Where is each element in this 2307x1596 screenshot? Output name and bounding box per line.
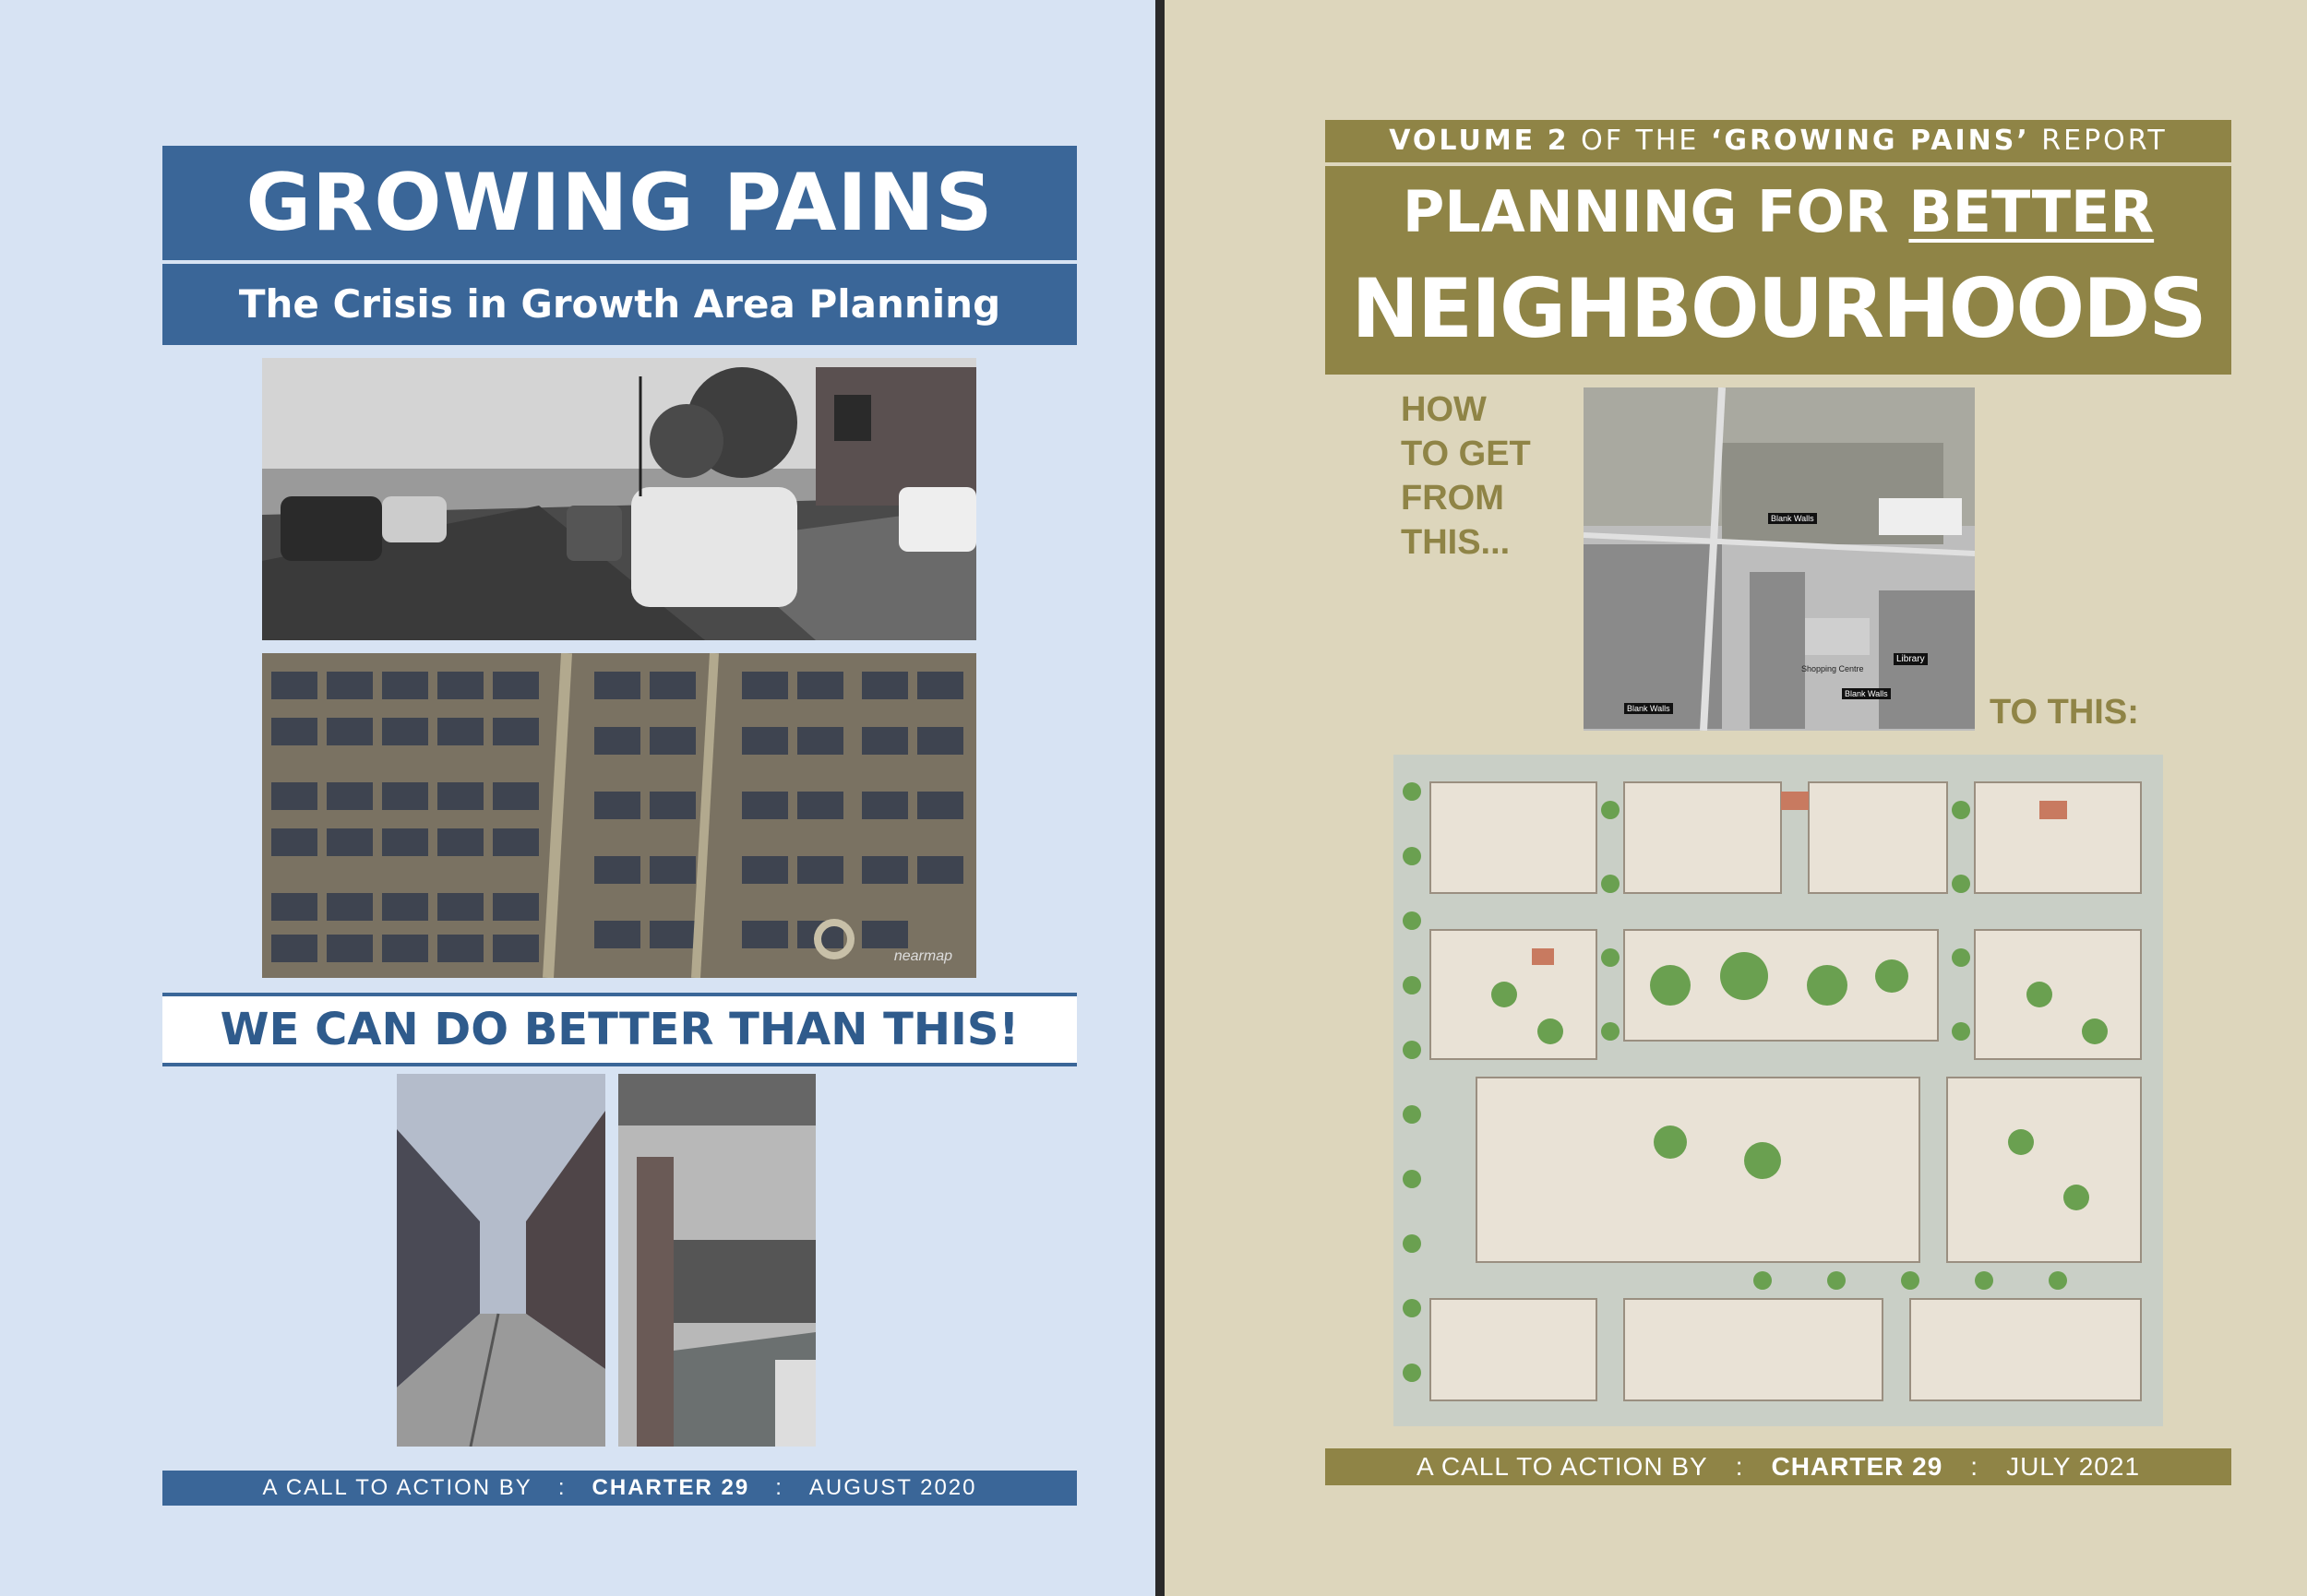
how-to-get-text: HOW TO GET FROM THIS... [1401, 390, 1531, 562]
street-photo [262, 358, 976, 640]
footer-organisation: CHARTER 29 [592, 1475, 750, 1500]
to-this-text: TO THIS: [1990, 693, 2139, 732]
footer-organisation: CHARTER 29 [1771, 1452, 1943, 1481]
left-cover-slogan: WE CAN DO BETTER THAN THIS! [162, 993, 1077, 1066]
map-label: Blank Walls [1768, 513, 1817, 524]
volume-line: VOLUME 2 OF THE ‘GROWING PAINS’ REPORT [1325, 120, 2231, 162]
right-title-line1: PLANNING FOR BETTER [1402, 178, 2155, 245]
left-cover-footer [162, 1471, 1077, 1506]
footer-date: JULY 2021 [2006, 1452, 2141, 1481]
neighbourhood-plan-illustration [1393, 755, 2163, 1426]
right-cover-footer [1325, 1448, 2231, 1485]
before-aerial-map [1584, 387, 1975, 731]
footer-prefix: A CALL TO ACTION BY [1416, 1452, 1708, 1481]
footer-separator: : [1735, 1452, 1744, 1481]
map-label: Library [1894, 653, 1928, 665]
map-label: Blank Walls [1842, 688, 1891, 699]
footer-separator: : [775, 1475, 783, 1500]
footer-date: AUGUST 2020 [808, 1475, 977, 1500]
right-title-line2: NEIGHBOURHOODS [1351, 261, 2205, 356]
porch-photo [618, 1074, 816, 1447]
footer-separator: : [1970, 1452, 1979, 1481]
laneway-photo [397, 1074, 605, 1447]
map-label: Shopping Centre [1801, 664, 1864, 673]
footer-separator: : [557, 1475, 567, 1500]
left-cover-subtitle: The Crisis in Growth Area Planning [162, 264, 1077, 345]
map-label: Blank Walls [1624, 703, 1673, 714]
left-cover-title: GROWING PAINS [162, 146, 1077, 260]
cover-divider [1155, 0, 1165, 1596]
photo-credit: nearmap [893, 948, 952, 964]
aerial-housing-photo [262, 653, 976, 978]
footer-prefix: A CALL TO ACTION BY [262, 1475, 532, 1500]
